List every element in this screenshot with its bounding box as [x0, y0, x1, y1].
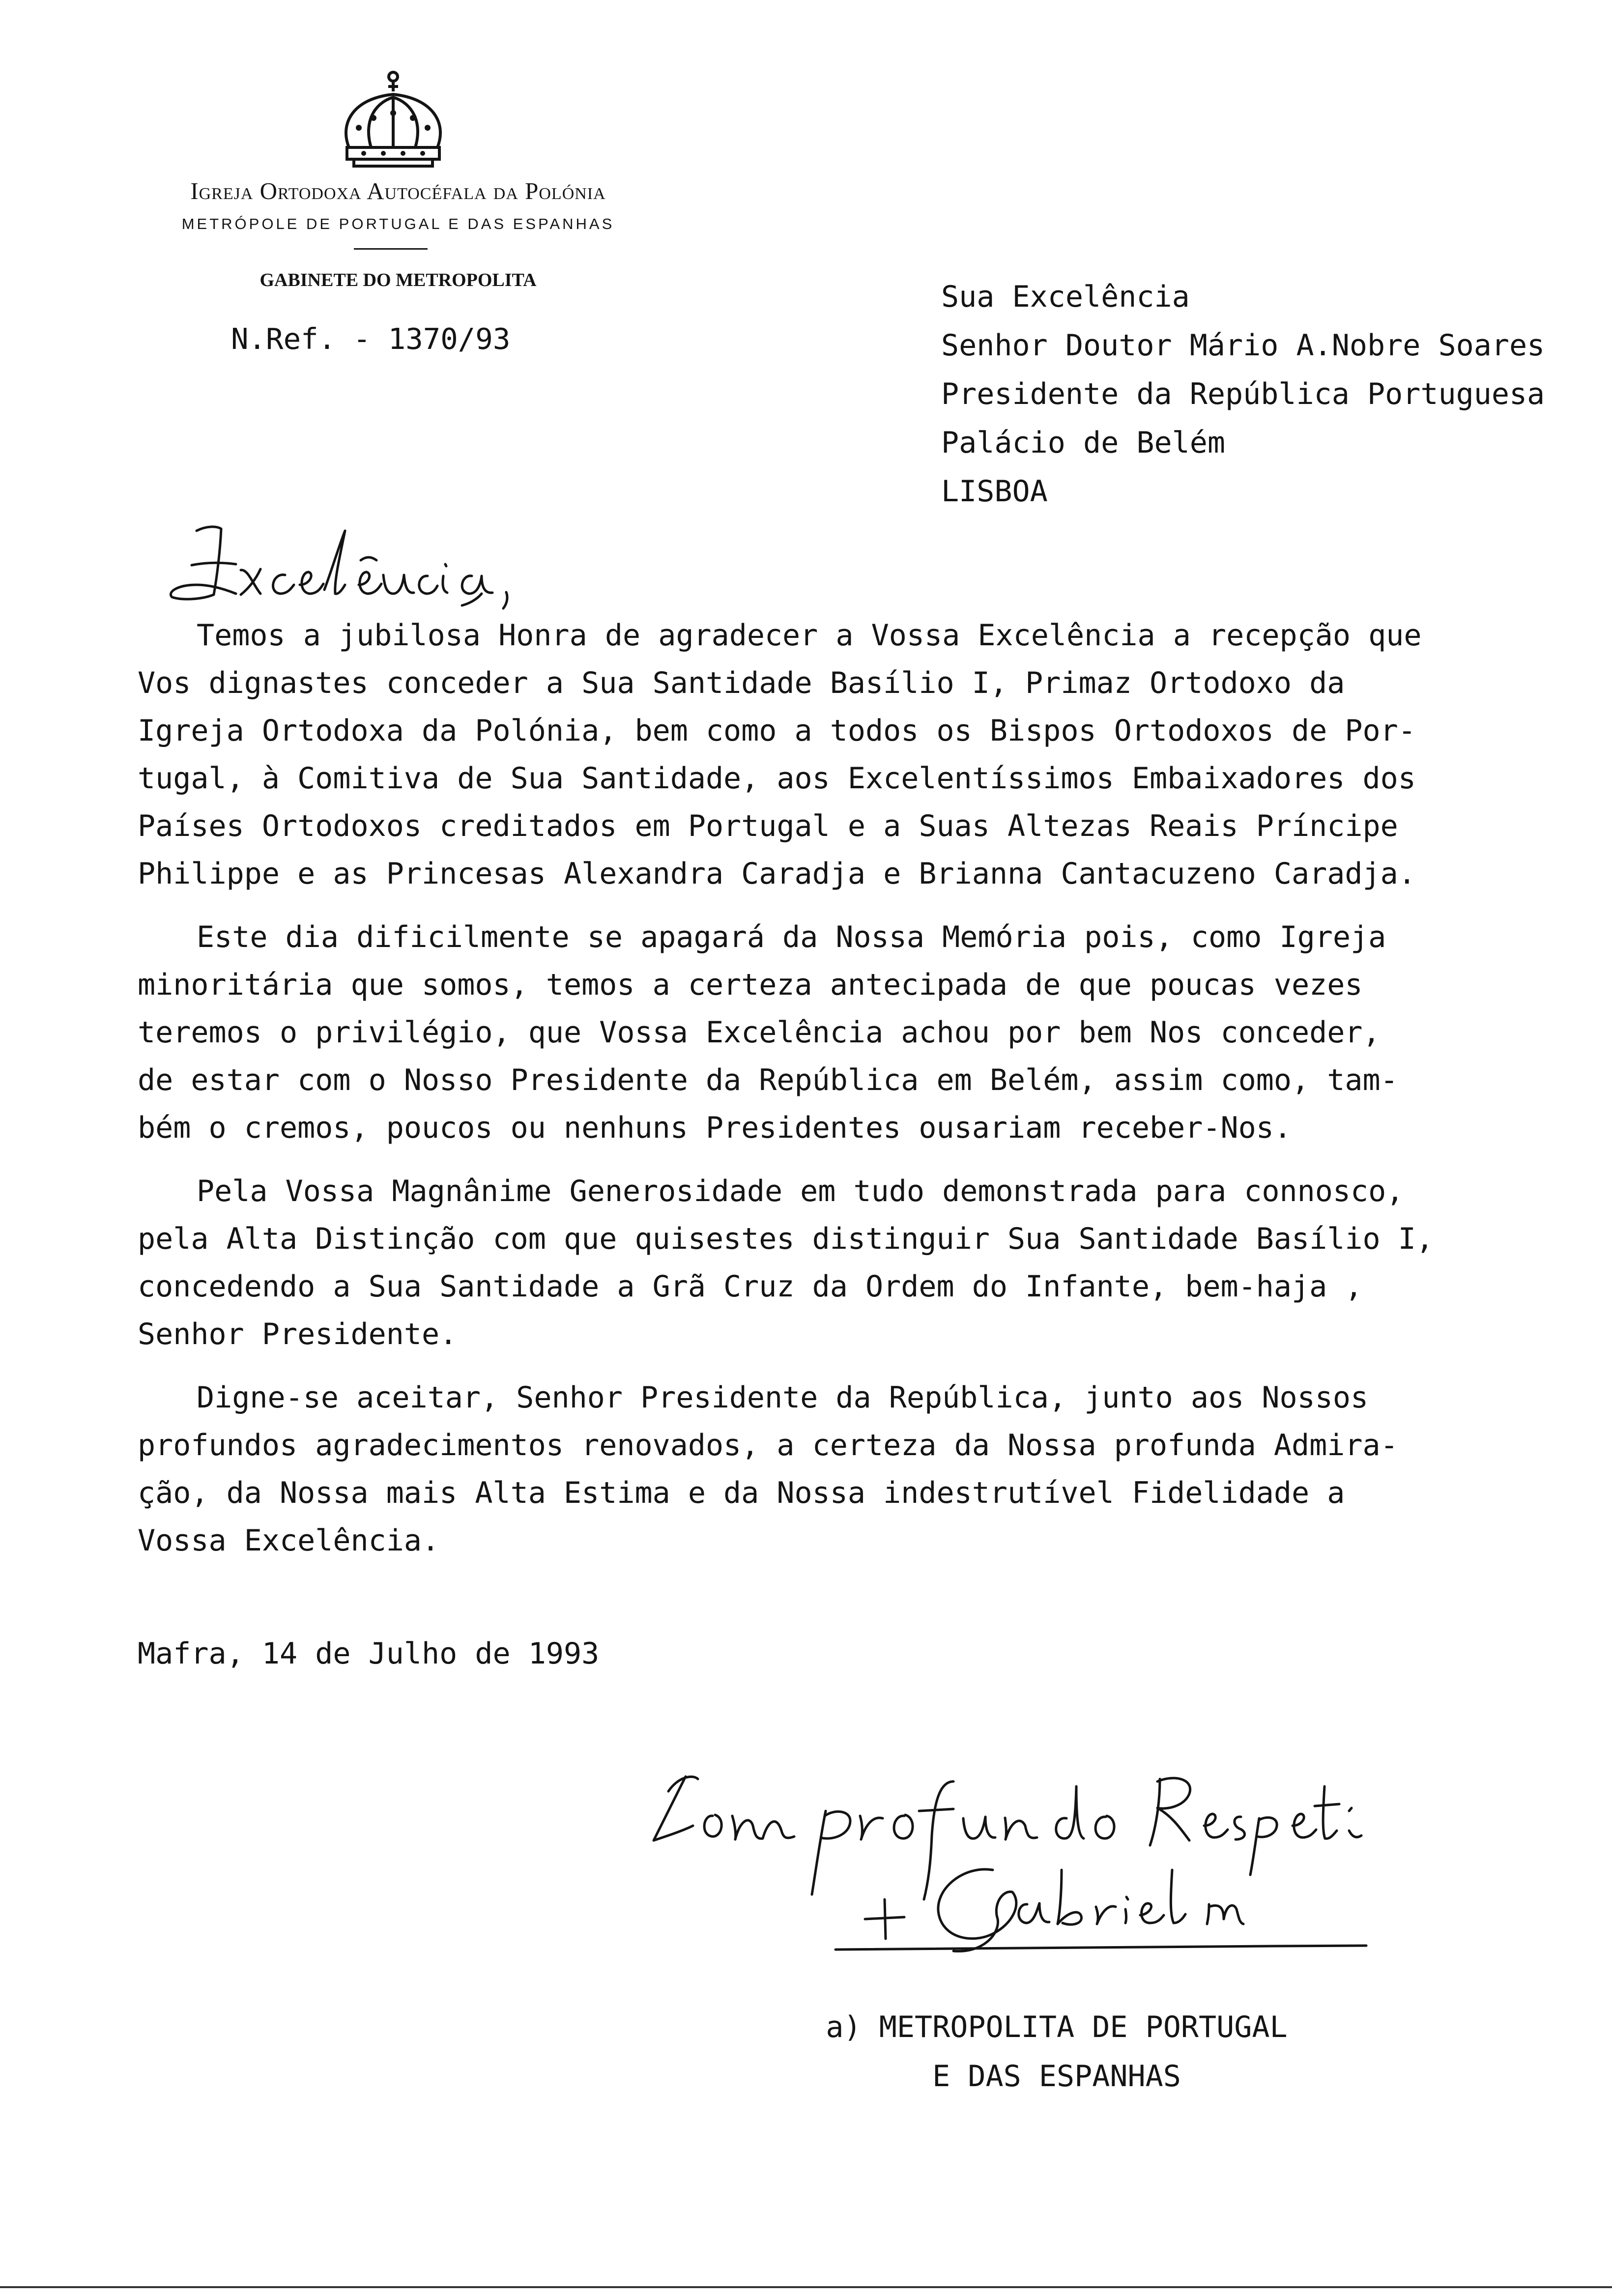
body-line: tugal, à Comitiva de Sua Santidade, aos Excelentíssimos Embaixadores dos [138, 761, 1416, 796]
body-line: Digne-se aceitar, Senhor Presidente da República, junto aos Nossos [197, 1380, 1369, 1415]
body-line: Philippe e as Princesas Alexandra Caradja e Brianna Cantacuzeno Caradja. [138, 857, 1416, 891]
addressee-line: Palácio de Belém [941, 426, 1225, 460]
body-line: Países Ortodoxos creditados em Portugal e a Suas Altezas Reais Príncipe [138, 809, 1398, 843]
handwritten-signature [639, 1757, 1450, 1978]
addressee-line: Sua Excelência [941, 280, 1190, 314]
addressee-line: LISBOA [941, 474, 1048, 509]
body-line: Pela Vossa Magnânime Generosidade em tudo demonstrada para connosco, [197, 1174, 1404, 1208]
page-bottom-edge [0, 2286, 1612, 2288]
signatory-line: E DAS ESPANHAS [932, 2059, 1181, 2094]
body-line: concedendo a Sua Santidade a Grã Cruz da Ordem do Infante, bem-haja , [138, 1269, 1363, 1304]
organization-name: Igreja Ortodoxa Autocéfala da Polónia [190, 177, 606, 204]
body-line: Vos dignastes conceder a Sua Santidade Basílio I, Primaz Ortodoxo da [138, 666, 1345, 700]
body-line: Senhor Presidente. [138, 1317, 458, 1351]
body-line: ção, da Nossa mais Alta Estima e da Nossa indestrutível Fidelidade a [138, 1476, 1345, 1510]
body-line: Temos a jubilosa Honra de agradecer a Vossa Excelência a recepção que [197, 618, 1422, 653]
signatory-line: a) METROPOLITA DE PORTUGAL [826, 2010, 1288, 2044]
addressee-line: Presidente da República Portuguesa [941, 377, 1545, 411]
letter-body [138, 612, 1553, 1580]
body-paragraph [138, 612, 1553, 898]
reference-number: N.Ref. - 1370/93 [231, 322, 511, 356]
body-line: bém o cremos, poucos ou nenhuns Presidentes ousariam receber-Nos. [138, 1111, 1292, 1145]
body-paragraph [138, 914, 1553, 1152]
signatory-title [737, 2003, 1376, 2101]
office-name: GABINETE DO METROPOLITA [259, 270, 537, 290]
letterhead-divider [354, 248, 428, 250]
body-line: Igreja Ortodoxa da Polónia, bem como a todos os Bispos Ortodoxos de Por- [138, 714, 1416, 748]
body-line: Vossa Excelência. [138, 1523, 440, 1558]
addressee-block [941, 273, 1545, 516]
body-paragraph [138, 1374, 1553, 1565]
body-line: profundos agradecimentos renovados, a certeza da Nossa profunda Admira- [138, 1428, 1398, 1463]
body-line: de estar com o Nosso Presidente da República em Belém, assim como, tam- [138, 1063, 1398, 1097]
addressee-line: Senhor Doutor Mário A.Nobre Soares [941, 328, 1545, 363]
body-paragraph [138, 1168, 1553, 1358]
body-line: Este dia dificilmente se apagará da Nossa Memória pois, como Igreja [197, 920, 1386, 954]
body-line: pela Alta Distinção com que quisestes distinguir Sua Santidade Basílio I, [138, 1222, 1434, 1256]
body-line: minoritária que somos, temos a certeza antecipada de que poucas vezes [138, 968, 1363, 1002]
body-line: teremos o privilégio, que Vossa Excelência achou por bem Nos conceder, [138, 1015, 1381, 1050]
date-line: Mafra, 14 de Julho de 1993 [138, 1636, 600, 1671]
crown-crest-icon [334, 69, 452, 172]
handwritten-salutation [162, 511, 516, 614]
organization-subtitle: METRÓPOLE DE PORTUGAL E DAS ESPANHAS [181, 215, 615, 232]
